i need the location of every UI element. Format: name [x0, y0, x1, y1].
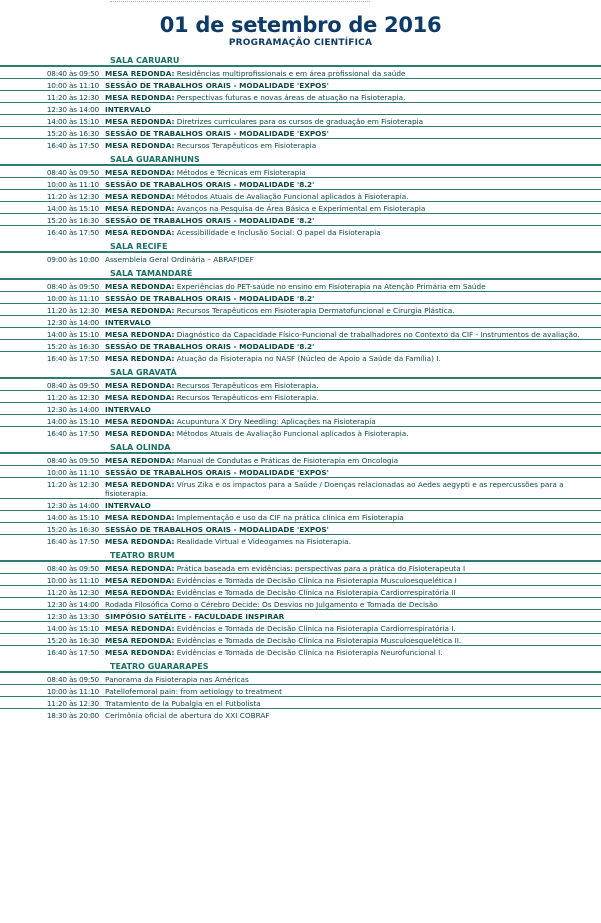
session-description	[105, 535, 601, 546]
session-type: MESA REDONDA:	[105, 513, 175, 522]
session-type: MESA REDONDA:	[105, 330, 175, 339]
session-description	[105, 316, 601, 327]
session-description	[105, 574, 601, 585]
session-description	[105, 115, 601, 126]
session-title: Cerimônia oficial de abertura do XXI COBRAF	[105, 711, 270, 720]
session-time: 10:00 às 11:10	[46, 81, 99, 90]
session-title: Manual de Condutas e Práticas de Fisioterapia em Oncologia	[176, 456, 399, 465]
session-type: SESSÃO DE TRABALHOS ORAIS - MODALIDADE 'EXPOS'	[105, 468, 329, 477]
room-name: SALA GUARANHUNS	[110, 155, 200, 164]
session-description	[105, 79, 601, 90]
room-name: SALA GRAVATÁ	[110, 368, 177, 377]
session-time: 12:30 às 14:00	[46, 318, 99, 327]
session-type: MESA REDONDA:	[105, 480, 175, 489]
session-type: MESA REDONDA:	[105, 537, 175, 546]
session-time: 11:20 às 12:30	[46, 306, 99, 315]
session-type: SESSÃO DE TRABALHOS ORAIS - MODALIDADE '8.2'	[105, 342, 315, 351]
session-description	[105, 139, 601, 150]
session-description	[105, 427, 601, 438]
schedule-row	[0, 377, 601, 390]
schedule-row	[0, 189, 601, 201]
session-title: Recursos Terapêuticos em Fisioterapia	[176, 141, 317, 150]
schedule-row	[0, 498, 601, 510]
session-type: MESA REDONDA:	[105, 93, 175, 102]
session-time: 18:30 às 20:00	[46, 711, 99, 720]
session-description	[105, 586, 601, 597]
session-type: MESA REDONDA:	[105, 168, 175, 177]
session-description	[105, 127, 601, 138]
room-section	[0, 150, 601, 237]
session-type: MESA REDONDA:	[105, 429, 175, 438]
session-type: SESSÃO DE TRABALHOS ORAIS - MODALIDADE 'EXPOS'	[105, 81, 329, 90]
session-title: Perspectivas futuras e novas áreas de atuação na Fisioterapia.	[176, 93, 406, 102]
room-name: SALA RECIFE	[110, 242, 168, 251]
session-description	[105, 622, 601, 633]
session-time: 12:30 às 14:00	[46, 600, 99, 609]
room-name: SALA CARUARU	[110, 56, 180, 65]
session-time: 16:40 às 17:50	[46, 537, 99, 546]
session-time: 15:20 às 16:30	[46, 525, 99, 534]
schedule	[0, 51, 601, 720]
session-title: Panorama da Fisioterapia nas Américas	[105, 675, 249, 684]
room-name: TEATRO BRUM	[110, 551, 175, 560]
schedule-row	[0, 78, 601, 90]
session-title: Residências multiprofissionais e em área profissional da saúde	[176, 69, 406, 78]
session-title: Tratamiento de la Pubalgia en el Futbolista	[105, 699, 261, 708]
session-description	[105, 709, 601, 720]
session-description	[105, 91, 601, 102]
session-description	[105, 499, 601, 510]
session-description	[105, 178, 601, 189]
schedule-row	[0, 477, 601, 498]
session-type: MESA REDONDA:	[105, 282, 175, 291]
session-type: MESA REDONDA:	[105, 636, 175, 645]
session-time: 11:20 às 12:30	[46, 699, 99, 708]
session-title: Acessibilidade e Inclusão Social: O papel da Fisioterapia	[176, 228, 381, 237]
session-description	[105, 511, 601, 522]
session-type: SESSÃO DE TRABALHOS ORAIS - MODALIDADE '8.2'	[105, 216, 315, 225]
session-type: MESA REDONDA:	[105, 564, 175, 573]
session-time: 14:00 às 15:10	[46, 204, 99, 213]
session-description	[105, 610, 601, 621]
session-title: Diretrizes curriculares para os cursos de graduação em Fisioterapia	[176, 117, 424, 126]
session-time: 11:20 às 12:30	[46, 93, 99, 102]
schedule-row	[0, 225, 601, 237]
schedule-row	[0, 177, 601, 189]
session-type: MESA REDONDA:	[105, 192, 175, 201]
session-description	[105, 214, 601, 225]
room-section	[0, 51, 601, 150]
session-type: INTERVALO	[105, 501, 151, 510]
session-time: 11:20 às 12:30	[46, 480, 99, 489]
session-time: 08:40 às 09:50	[46, 564, 99, 573]
session-description	[105, 415, 601, 426]
session-type: MESA REDONDA:	[105, 141, 175, 150]
schedule-row	[0, 465, 601, 477]
session-time: 16:40 às 17:50	[46, 354, 99, 363]
schedule-row	[0, 327, 601, 339]
session-description	[105, 280, 601, 291]
session-time: 15:20 às 16:30	[46, 636, 99, 645]
schedule-row	[0, 402, 601, 414]
session-type: MESA REDONDA:	[105, 228, 175, 237]
session-type: MESA REDONDA:	[105, 117, 175, 126]
schedule-row	[0, 291, 601, 303]
session-type: MESA REDONDA:	[105, 204, 175, 213]
room-section	[0, 264, 601, 363]
session-title: Evidências e Tomada de Decisão Clínica na Fisioterapia Cardiorrespiratória II	[176, 588, 456, 597]
session-title: Evidências e Tomada de Decisão Clínica na Fisioterapia Musculoesquelética I	[176, 576, 457, 585]
session-time: 14:00 às 15:10	[46, 330, 99, 339]
session-time: 10:00 às 11:10	[46, 294, 99, 303]
session-time: 11:20 às 12:30	[46, 588, 99, 597]
session-description	[105, 478, 601, 498]
session-type: MESA REDONDA:	[105, 456, 175, 465]
schedule-row	[0, 278, 601, 291]
session-type: SESSÃO DE TRABALHOS ORAIS - MODALIDADE '8.2'	[105, 180, 315, 189]
session-description	[105, 328, 601, 339]
session-time: 12:30 às 14:00	[46, 501, 99, 510]
session-title: Diagnóstico da Capacidade Físico-Funcional de trabalhadores no Contexto da CIF - Instrumentos de avaliação.	[176, 330, 580, 339]
session-type: MESA REDONDA:	[105, 417, 175, 426]
session-title: Recursos Terapêuticos em Fisioterapia.	[176, 393, 319, 402]
schedule-row	[0, 339, 601, 351]
session-time: 12:30 às 14:00	[46, 405, 99, 414]
session-time: 14:00 às 15:10	[46, 417, 99, 426]
session-title: Avanços na Pesquisa de Área Básica e Experimental em Fisioterapia	[176, 204, 426, 213]
session-title: Realidade Virtual e Videogames na Fisioterapia.	[176, 537, 351, 546]
page-title: 01 de setembro de 2016	[159, 13, 442, 37]
session-description	[105, 646, 601, 657]
session-description	[105, 67, 601, 78]
session-time: 08:40 às 09:50	[46, 69, 99, 78]
session-time: 16:40 às 17:50	[46, 141, 99, 150]
session-type: INTERVALO	[105, 318, 151, 327]
schedule-row	[0, 597, 601, 609]
session-title: Implementação e uso da CIF na prática clínica em Fisioterapia	[176, 513, 404, 522]
session-time: 12:30 às 14:00	[46, 105, 99, 114]
session-time: 15:20 às 16:30	[46, 129, 99, 138]
session-description	[105, 466, 601, 477]
session-description	[105, 391, 601, 402]
session-time: 15:20 às 16:30	[46, 216, 99, 225]
session-time: 14:00 às 15:10	[46, 117, 99, 126]
schedule-row	[0, 645, 601, 657]
room-section	[0, 237, 601, 264]
session-description	[105, 226, 601, 237]
session-type: SESSÃO DE TRABALHOS ORAIS - MODALIDADE '8.2'	[105, 294, 315, 303]
session-description	[105, 304, 601, 315]
session-title: Experiências do PET-saúde no ensino em Fisioterapia na Atenção Primária em Saúde	[176, 282, 486, 291]
session-type: SESSÃO DE TRABALHOS ORAIS - MODALIDADE 'EXPOS'	[105, 129, 329, 138]
session-description	[105, 166, 601, 177]
schedule-row	[0, 621, 601, 633]
session-type: MESA REDONDA:	[105, 306, 175, 315]
session-description	[105, 685, 601, 696]
session-description	[105, 454, 601, 465]
session-title: Métodos Atuais de Avaliação Funcional aplicados à Fisioterapia.	[176, 192, 409, 201]
session-title: Assembleia Geral Ordinária – ABRAFIDEF	[105, 255, 254, 264]
session-time: 14:00 às 15:10	[46, 624, 99, 633]
room-name: TEATRO GUARARAPES	[110, 662, 209, 671]
schedule-row	[0, 609, 601, 621]
session-title: Prática baseada em evidências: perspectivas para a prática do Fisioterapeuta I	[176, 564, 466, 573]
session-title: Atuação da Fisioterapia no NASF (Núcleo de Apoio a Saúde da Família) I.	[176, 354, 441, 363]
session-description	[105, 379, 601, 390]
room-name: SALA OLINDA	[110, 443, 171, 452]
schedule-row	[0, 573, 601, 585]
schedule-row	[0, 90, 601, 102]
session-time: 16:40 às 17:50	[46, 228, 99, 237]
session-time: 10:00 às 11:10	[46, 468, 99, 477]
session-title: Evidências e Tomada de Decisão Clínica na Fisioterapia Cardiorrespiratória I.	[176, 624, 456, 633]
session-time: 08:40 às 09:50	[46, 456, 99, 465]
session-type: MESA REDONDA:	[105, 393, 175, 402]
session-description	[105, 634, 601, 645]
room-section	[0, 546, 601, 657]
session-description	[105, 697, 601, 708]
schedule-row	[0, 114, 601, 126]
session-type: INTERVALO	[105, 405, 151, 414]
schedule-row	[0, 452, 601, 465]
schedule-row	[0, 560, 601, 573]
session-time: 12:30 às 13:30	[46, 612, 99, 621]
schedule-row	[0, 522, 601, 534]
session-title: Vírus Zika e os impactos para a Saúde / Doenças relacionadas ao Aedes aegypti e as repercussões para a fisioterapia.	[105, 480, 564, 498]
session-type: MESA REDONDA:	[105, 354, 175, 363]
session-title: Evidências e Tomada de Decisão Clínica na Fisioterapia Neurofuncional I.	[176, 648, 443, 657]
top-cropped-strip	[0, 0, 601, 6]
session-type: SIMPÓSIO SATÉLITE - FACULDADE INSPIRAR	[105, 612, 285, 621]
session-description	[105, 403, 601, 414]
schedule-row	[0, 633, 601, 645]
schedule-row	[0, 351, 601, 363]
session-time: 15:20 às 16:30	[46, 342, 99, 351]
schedule-row	[0, 251, 601, 264]
session-time: 08:40 às 09:50	[46, 381, 99, 390]
session-type: MESA REDONDA:	[105, 648, 175, 657]
session-title: Recursos Terapêuticos em Fisioterapia.	[176, 381, 319, 390]
session-type: MESA REDONDA:	[105, 576, 175, 585]
session-time: 14:00 às 15:10	[46, 513, 99, 522]
session-description	[105, 598, 601, 609]
room-section	[0, 657, 601, 720]
session-title: Evidências e Tomada de Decisão Clínica na Fisioterapia Musculoesquelética II.	[176, 636, 462, 645]
schedule-row	[0, 65, 601, 78]
schedule-row	[0, 315, 601, 327]
session-description	[105, 340, 601, 351]
schedule-row	[0, 138, 601, 150]
room-name: SALA TAMANDARÉ	[110, 269, 193, 278]
schedule-row	[0, 414, 601, 426]
session-type: MESA REDONDA:	[105, 624, 175, 633]
session-type: MESA REDONDA:	[105, 588, 175, 597]
session-description	[105, 673, 601, 684]
session-title: Recursos Terapêuticos em Fisioterapia Dermatofuncional e Cirurgia Plástica.	[176, 306, 455, 315]
schedule-row	[0, 201, 601, 213]
session-description	[105, 253, 601, 264]
session-time: 16:40 às 17:50	[46, 648, 99, 657]
schedule-row	[0, 164, 601, 177]
session-title: Acupuntura X Dry Needling: Aplicações na Fisioterapia	[176, 417, 376, 426]
session-description	[105, 352, 601, 363]
schedule-row	[0, 390, 601, 402]
room-section	[0, 363, 601, 438]
session-title: Métodos e Técnicas em Fisioterapia	[176, 168, 306, 177]
session-time: 08:40 às 09:50	[46, 282, 99, 291]
schedule-row	[0, 102, 601, 114]
session-description	[105, 103, 601, 114]
session-title: Rodada Filosófica Como o Cérebro Decide: Os Desvios no Julgamento e Tomada de Decisão	[105, 600, 438, 609]
schedule-row	[0, 303, 601, 315]
session-type: MESA REDONDA:	[105, 381, 175, 390]
session-time: 10:00 às 11:10	[46, 687, 99, 696]
session-type: MESA REDONDA:	[105, 69, 175, 78]
session-description	[105, 562, 601, 573]
session-time: 10:00 às 11:10	[46, 576, 99, 585]
session-title: Patellofemoral pain: from aetiology to treatment	[105, 687, 283, 696]
session-time: 08:40 às 09:50	[46, 168, 99, 177]
session-description	[105, 523, 601, 534]
session-time: 08:40 às 09:50	[46, 675, 99, 684]
schedule-row	[0, 671, 601, 684]
session-description	[105, 190, 601, 201]
session-description	[105, 202, 601, 213]
schedule-row	[0, 684, 601, 696]
schedule-row	[0, 510, 601, 522]
page-subtitle: PROGRAMAÇÃO CIENTÍFICA	[228, 38, 373, 48]
session-description	[105, 292, 601, 303]
session-time: 09:00 às 10:00	[46, 255, 99, 264]
session-time: 10:00 às 11:10	[46, 180, 99, 189]
schedule-row	[0, 126, 601, 138]
session-time: 11:20 às 12:30	[46, 192, 99, 201]
session-title: Métodos Atuais de Avaliação Funcional aplicados à Fisioterapia.	[176, 429, 409, 438]
room-section	[0, 438, 601, 546]
schedule-row	[0, 534, 601, 546]
session-type: SESSÃO DE TRABALHOS ORAIS - MODALIDADE 'EXPOS'	[105, 525, 329, 534]
schedule-row	[0, 426, 601, 438]
schedule-row	[0, 708, 601, 720]
schedule-row	[0, 696, 601, 708]
schedule-row	[0, 213, 601, 225]
schedule-row	[0, 585, 601, 597]
session-time: 16:40 às 17:50	[46, 429, 99, 438]
session-time: 11:20 às 12:30	[46, 393, 99, 402]
session-type: INTERVALO	[105, 105, 151, 114]
